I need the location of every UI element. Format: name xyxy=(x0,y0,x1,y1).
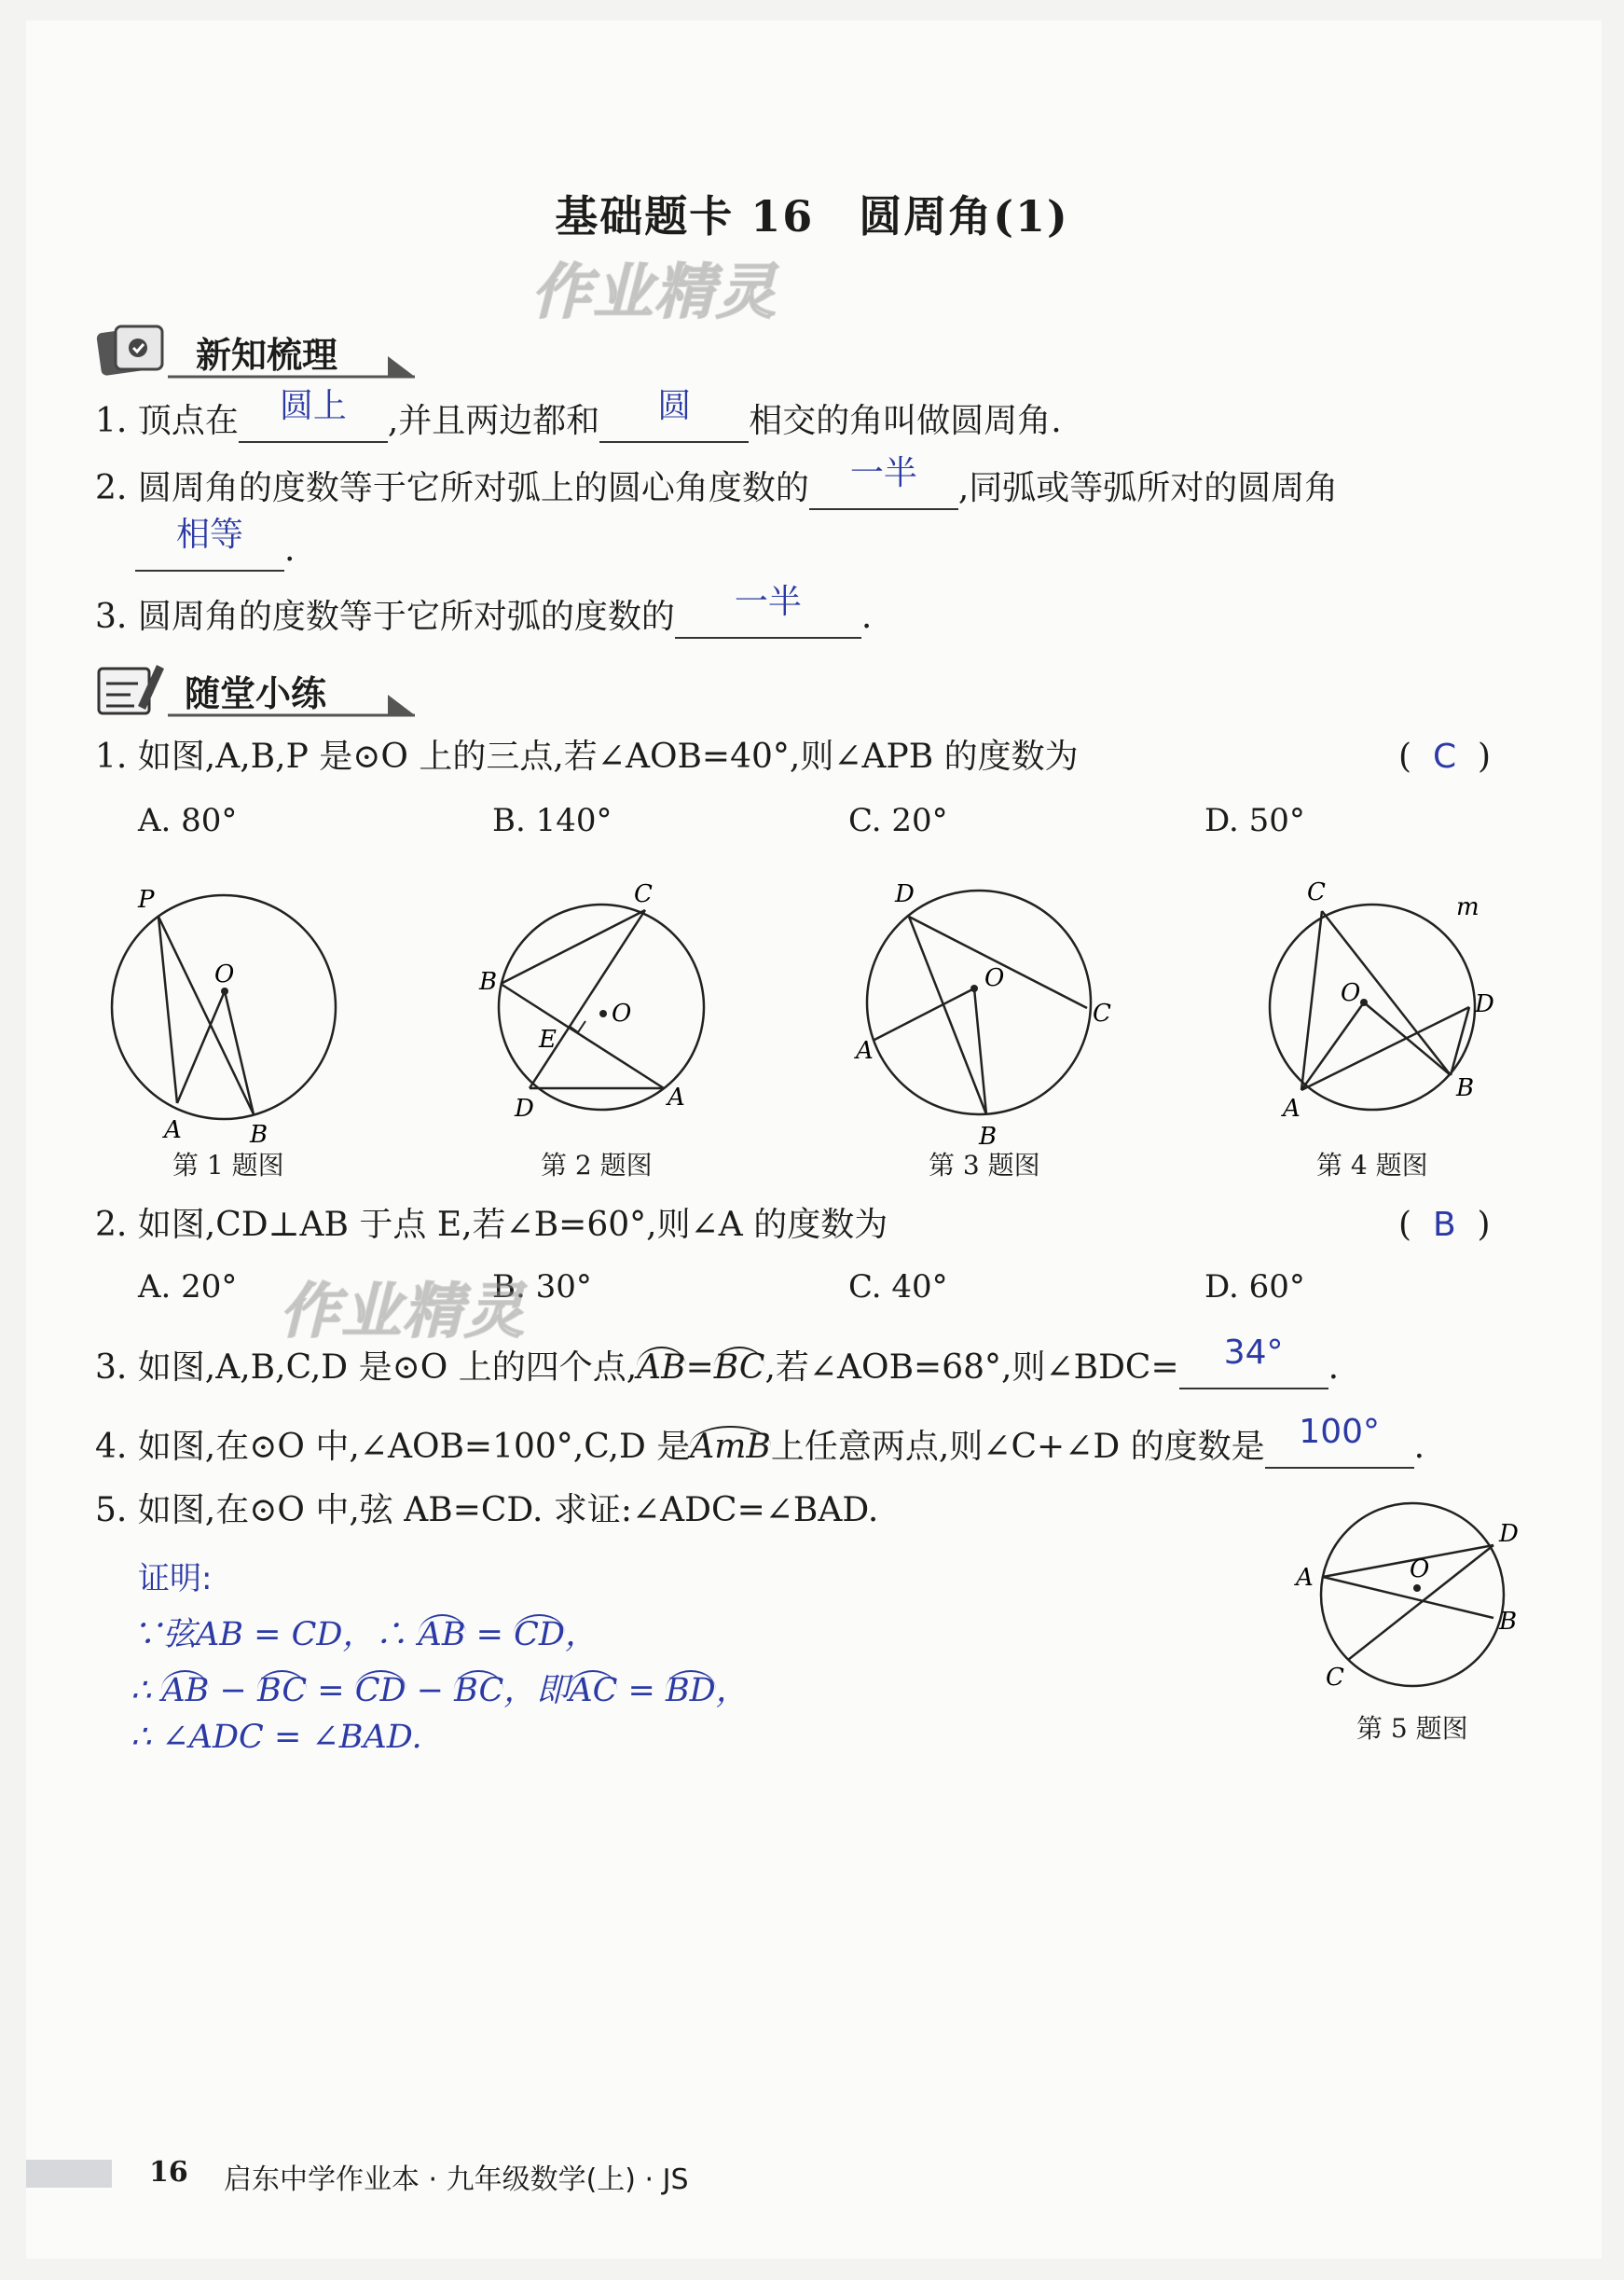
arc-bc: BC xyxy=(713,1348,765,1387)
fig5-label-b: B xyxy=(1499,1608,1518,1636)
figure-4 xyxy=(1270,878,1494,1123)
figures-row xyxy=(93,872,1548,1170)
q-text: 顶点在 xyxy=(137,402,239,440)
q-text: 上任意两点,则∠C+∠D 的度数是 xyxy=(770,1428,1265,1466)
proof-line-3: ∴ ∠ADC = ∠BAD. xyxy=(131,1719,422,1756)
fig2-caption: 第 2 题图 xyxy=(541,1150,653,1181)
figure-5 xyxy=(1287,1487,1529,1711)
option-d: D. 50° xyxy=(1204,802,1305,839)
fig5-label-d: D xyxy=(1499,1520,1519,1548)
fig4-label-b: B xyxy=(1456,1074,1475,1102)
knowledge-q3 xyxy=(95,583,873,639)
practice-q1-answer-bracket: ( C ) xyxy=(1398,738,1492,776)
arc-amb: AmB xyxy=(690,1428,771,1466)
q-text: . xyxy=(284,531,296,569)
knowledge-q2 xyxy=(95,454,1339,510)
q-text: . xyxy=(1328,1348,1340,1387)
fig4-label-a: A xyxy=(1283,1095,1301,1123)
proof-text: ∴ xyxy=(131,1672,162,1709)
proof-text: ， xyxy=(715,1672,749,1709)
answer-blank xyxy=(599,387,749,443)
fig5-label-o: O xyxy=(1410,1555,1430,1583)
fig3-label-o: O xyxy=(984,964,1005,992)
fig3-label-a: A xyxy=(856,1037,874,1065)
answer-blank xyxy=(239,387,388,443)
fig5-label-c: C xyxy=(1326,1664,1344,1692)
proof-line-2 xyxy=(131,1665,749,1711)
q-text: = xyxy=(685,1348,714,1387)
q-text: ,并且两边都和 xyxy=(387,402,600,440)
answer-text: 一半 xyxy=(734,583,802,621)
figure-2 xyxy=(478,880,704,1123)
fig2-label-d: D xyxy=(515,1095,534,1123)
option-c: C. 40° xyxy=(848,1268,948,1306)
practice-q5: 5. 如图,在⊙O 中,弦 AB=CD. 求证:∠ADC=∠BAD. xyxy=(95,1491,879,1529)
q-number: 1. xyxy=(95,402,128,440)
fig4-caption: 第 4 题图 xyxy=(1316,1150,1428,1181)
fig4-label-o: O xyxy=(1341,979,1361,1007)
knowledge-q1 xyxy=(95,387,1062,443)
fig2-label-c: C xyxy=(634,880,653,908)
fig2-label-e: E xyxy=(539,1026,557,1054)
option-a: A. 80° xyxy=(138,802,238,839)
answer-blank xyxy=(1265,1413,1414,1469)
figure-1 xyxy=(112,886,336,1149)
fig5-label-a: A xyxy=(1296,1564,1314,1592)
practice-q2: 2. 如图,CD⊥AB 于点 E,若∠B=60°,则∠A 的度数为 xyxy=(95,1206,888,1244)
practice-q3 xyxy=(95,1333,1340,1389)
q-text: ,若∠AOB=68°,则∠BDC= xyxy=(764,1348,1179,1387)
proof-text: ， xyxy=(564,1616,598,1653)
fig2-label-b: B xyxy=(479,968,498,996)
proof-text: = xyxy=(307,1672,355,1709)
fig1-label-a: A xyxy=(164,1116,182,1144)
fig2-label-o: O xyxy=(612,1000,632,1028)
proof-arc: BC xyxy=(454,1672,504,1709)
answer-text: 34° xyxy=(1223,1333,1284,1372)
q-text: 相交的角叫做圆周角. xyxy=(749,402,1062,440)
proof-arc: AB xyxy=(418,1616,466,1653)
proof-heading: 证明: xyxy=(138,1560,213,1597)
proof-text: ∵弦AB = CD，∴ xyxy=(131,1616,419,1653)
fig3-label-b: B xyxy=(979,1123,998,1151)
proof-arc: BC xyxy=(256,1672,308,1709)
proof-arc: BD xyxy=(665,1672,716,1709)
answer-text: 100° xyxy=(1299,1413,1381,1451)
choice-answer: B xyxy=(1432,1206,1456,1244)
watermark: 作业精灵 xyxy=(531,258,778,327)
fig4-label-c: C xyxy=(1307,878,1326,906)
fig2-label-a: A xyxy=(667,1084,685,1112)
answer-blank xyxy=(675,583,861,639)
q-text: 圆周角的度数等于它所对弧的度数的 xyxy=(137,598,675,636)
fig5-caption: 第 5 题图 xyxy=(1356,1713,1468,1744)
q-text: 4. 如图,在⊙O 中,∠AOB=100°,C,D 是 xyxy=(95,1428,691,1466)
practice-q1: 1. 如图,A,B,P 是⊙O 上的三点,若∠AOB=40°,则∠APB 的度数为 xyxy=(95,738,1079,776)
section-heading-practice-label: 随堂小练 xyxy=(185,673,327,714)
proof-text: = xyxy=(465,1616,515,1653)
answer-blank xyxy=(135,516,284,572)
practice-q4 xyxy=(95,1413,1425,1469)
option-c: C. 20° xyxy=(848,802,948,839)
proof-line-1 xyxy=(131,1609,598,1655)
arc-ab: AB xyxy=(637,1348,686,1387)
option-b: B. 140° xyxy=(492,802,612,839)
footer-bar xyxy=(26,2160,112,2188)
proof-arc: CD xyxy=(514,1616,565,1653)
fig3-caption: 第 3 题图 xyxy=(929,1150,1040,1181)
fig3-label-c: C xyxy=(1093,1000,1111,1028)
proof-text: = xyxy=(617,1672,666,1709)
q-text: 3. 如图,A,B,C,D 是⊙O 上的四个点, xyxy=(95,1348,638,1387)
choice-answer: C xyxy=(1432,738,1457,776)
page-title: 基础题卡 16 圆周角(1) xyxy=(555,191,1069,242)
q-text: . xyxy=(860,598,873,636)
page-number: 16 xyxy=(149,2156,188,2189)
q-number: 3. xyxy=(95,598,128,636)
q-text: . xyxy=(1413,1428,1425,1466)
proof-arc: AB xyxy=(161,1672,210,1709)
fig1-caption: 第 1 题图 xyxy=(172,1150,284,1181)
proof-arc: CD xyxy=(354,1672,406,1709)
q-text: 圆周角的度数等于它所对弧上的圆心角度数的 xyxy=(137,469,809,507)
fig4-label-d: D xyxy=(1475,990,1494,1018)
watermark: 作业精灵 xyxy=(280,1278,526,1347)
q-text: ,同弧或等弧所对的圆周角 xyxy=(957,469,1339,507)
answer-text: 相等 xyxy=(175,516,243,554)
proof-text: ，即 xyxy=(503,1672,570,1709)
answer-text: 一半 xyxy=(849,454,917,492)
option-a: A. 20° xyxy=(138,1268,238,1306)
q-number: 2. xyxy=(95,469,128,507)
section-heading-knowledge-label: 新知梳理 xyxy=(196,335,338,376)
fig3-label-d: D xyxy=(895,880,915,908)
answer-text: 圆上 xyxy=(279,387,347,425)
proof-text: − xyxy=(406,1672,455,1709)
answer-blank xyxy=(1179,1333,1328,1389)
option-d: D. 60° xyxy=(1204,1268,1305,1306)
proof-text: − xyxy=(209,1672,257,1709)
fig4-label-m: m xyxy=(1456,893,1479,921)
option-b: B. 30° xyxy=(492,1268,592,1306)
answer-blank xyxy=(809,454,958,510)
book-title: 启东中学作业本 · 九年级数学(上) · JS xyxy=(224,2163,689,2196)
practice-q2-answer-bracket: ( B ) xyxy=(1398,1206,1491,1244)
fig1-label-o: O xyxy=(214,960,235,988)
answer-text: 圆 xyxy=(657,387,692,425)
fig1-label-b: B xyxy=(250,1121,268,1149)
knowledge-q2-cont xyxy=(135,516,296,572)
proof-arc: AC xyxy=(569,1672,618,1709)
figure-3 xyxy=(854,880,1111,1151)
fig1-label-p: P xyxy=(138,886,155,914)
